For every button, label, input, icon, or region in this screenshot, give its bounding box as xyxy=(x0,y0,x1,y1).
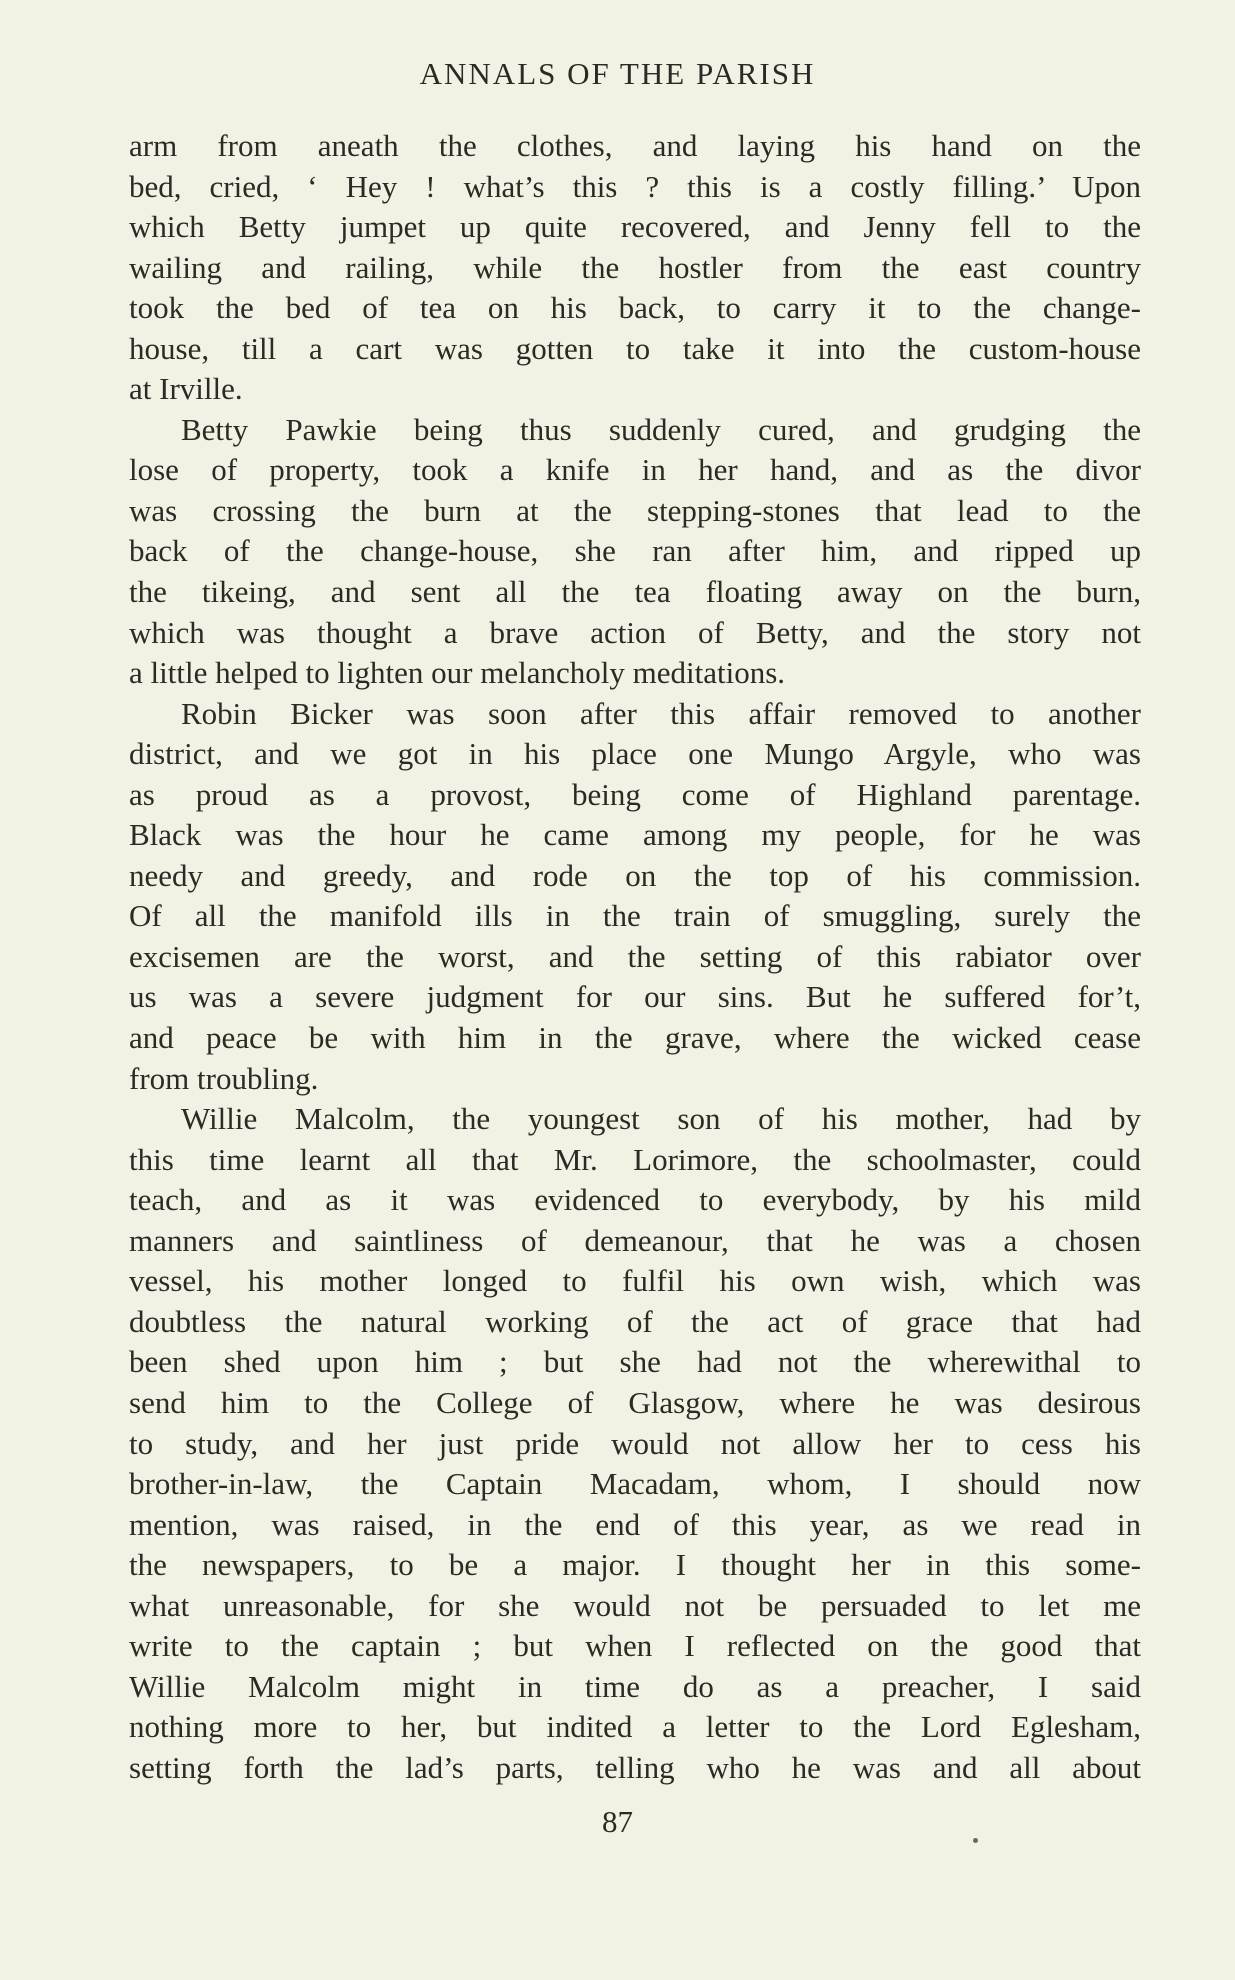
text-line: the newspapers, to be a major. I thought her in this some- xyxy=(129,1547,1141,1583)
text-line: Black was the hour he came among my people, for he was xyxy=(129,817,1141,853)
paragraph xyxy=(129,126,1141,410)
text-line: which Betty jumpet up quite recovered, and Jenny fell to the xyxy=(129,209,1141,245)
text-line: bed, cried, ‘ Hey ! what’s this ? this is a costly filling.’ Upon xyxy=(129,168,1141,204)
text-line: needy and greedy, and rode on the top of his commission. xyxy=(129,857,1141,893)
text-line: us was a severe judgment for our sins. But he suffered for’t, xyxy=(129,979,1141,1015)
text-line: Robin Bicker was soon after this affair removed to another xyxy=(181,695,1141,731)
text-line: setting forth the lad’s parts, telling who he was and all about xyxy=(129,1749,1141,1785)
text-line: send him to the College of Glasgow, where he was desirous xyxy=(129,1384,1141,1420)
running-head: ANNALS OF THE PARISH xyxy=(419,56,816,91)
text-line: been shed upon him ; but she had not the wherewithal to xyxy=(129,1344,1141,1380)
text-line: at Irville. xyxy=(129,371,243,407)
text-line: back of the change-house, she ran after him, and ripped up xyxy=(129,533,1141,569)
text-line: brother-in-law, the Captain Macadam, whom, I should now xyxy=(129,1466,1141,1502)
text-line: this time learnt all that Mr. Lorimore, the schoolmaster, could xyxy=(129,1141,1141,1177)
text-line: manners and saintliness of demeanour, that he was a chosen xyxy=(129,1222,1141,1258)
text-line: the tikeing, and sent all the tea floating away on the burn, xyxy=(129,574,1141,610)
text-line: took the bed of tea on his back, to carry it to the change- xyxy=(129,290,1141,326)
text-line: arm from aneath the clothes, and laying his hand on the xyxy=(129,128,1141,163)
page-number: 87 xyxy=(602,1804,633,1839)
text-line: doubtless the natural working of the act of grace that had xyxy=(129,1303,1141,1339)
text-line: nothing more to her, but indited a letter to the Lord Eglesham, xyxy=(129,1709,1141,1745)
paragraph xyxy=(129,694,1141,1099)
text-line: wailing and railing, while the hostler from the east country xyxy=(129,249,1141,285)
text-line: and peace be with him in the grave, where the wicked cease xyxy=(129,1020,1141,1056)
text-line: district, and we got in his place one Mungo Argyle, who was xyxy=(129,736,1141,772)
text-line: teach, and as it was evidenced to everybody, by his mild xyxy=(129,1182,1141,1218)
text-line: write to the captain ; but when I reflected on the good that xyxy=(129,1628,1141,1664)
text-line: to study, and her just pride would not allow her to cess his xyxy=(129,1425,1141,1461)
text-line: as proud as a provost, being come of Highland parentage. xyxy=(129,776,1141,812)
text-line: Betty Pawkie being thus suddenly cured, and grudging the xyxy=(181,411,1141,447)
text-line: vessel, his mother longed to fulfil his own wish, which was xyxy=(129,1263,1141,1299)
text-line: was crossing the burn at the stepping-stones that lead to the xyxy=(129,492,1141,528)
text-line: from troubling. xyxy=(129,1060,319,1096)
text-line: Willie Malcolm, the youngest son of his mother, had by xyxy=(181,1101,1141,1137)
text-line: a little helped to lighten our melancholy meditations. xyxy=(129,655,786,691)
body-text xyxy=(129,126,1141,1788)
text-line: Of all the manifold ills in the train of smuggling, surely the xyxy=(129,898,1141,934)
text-line: what unreasonable, for she would not be persuaded to let me xyxy=(129,1587,1141,1623)
paragraph xyxy=(129,410,1141,694)
text-line: excisemen are the worst, and the setting of this rabiator over xyxy=(129,938,1141,974)
text-line: lose of property, took a knife in her hand, and as the divor xyxy=(129,452,1141,488)
paper-speck xyxy=(973,1838,978,1843)
text-line: which was thought a brave action of Betty, and the story not xyxy=(129,614,1141,650)
text-line: Willie Malcolm might in time do as a preacher, I said xyxy=(129,1668,1141,1704)
text-line: house, till a cart was gotten to take it into the custom-house xyxy=(129,330,1141,366)
text-line: mention, was raised, in the end of this year, as we read in xyxy=(129,1506,1141,1542)
paragraph xyxy=(129,1099,1141,1788)
